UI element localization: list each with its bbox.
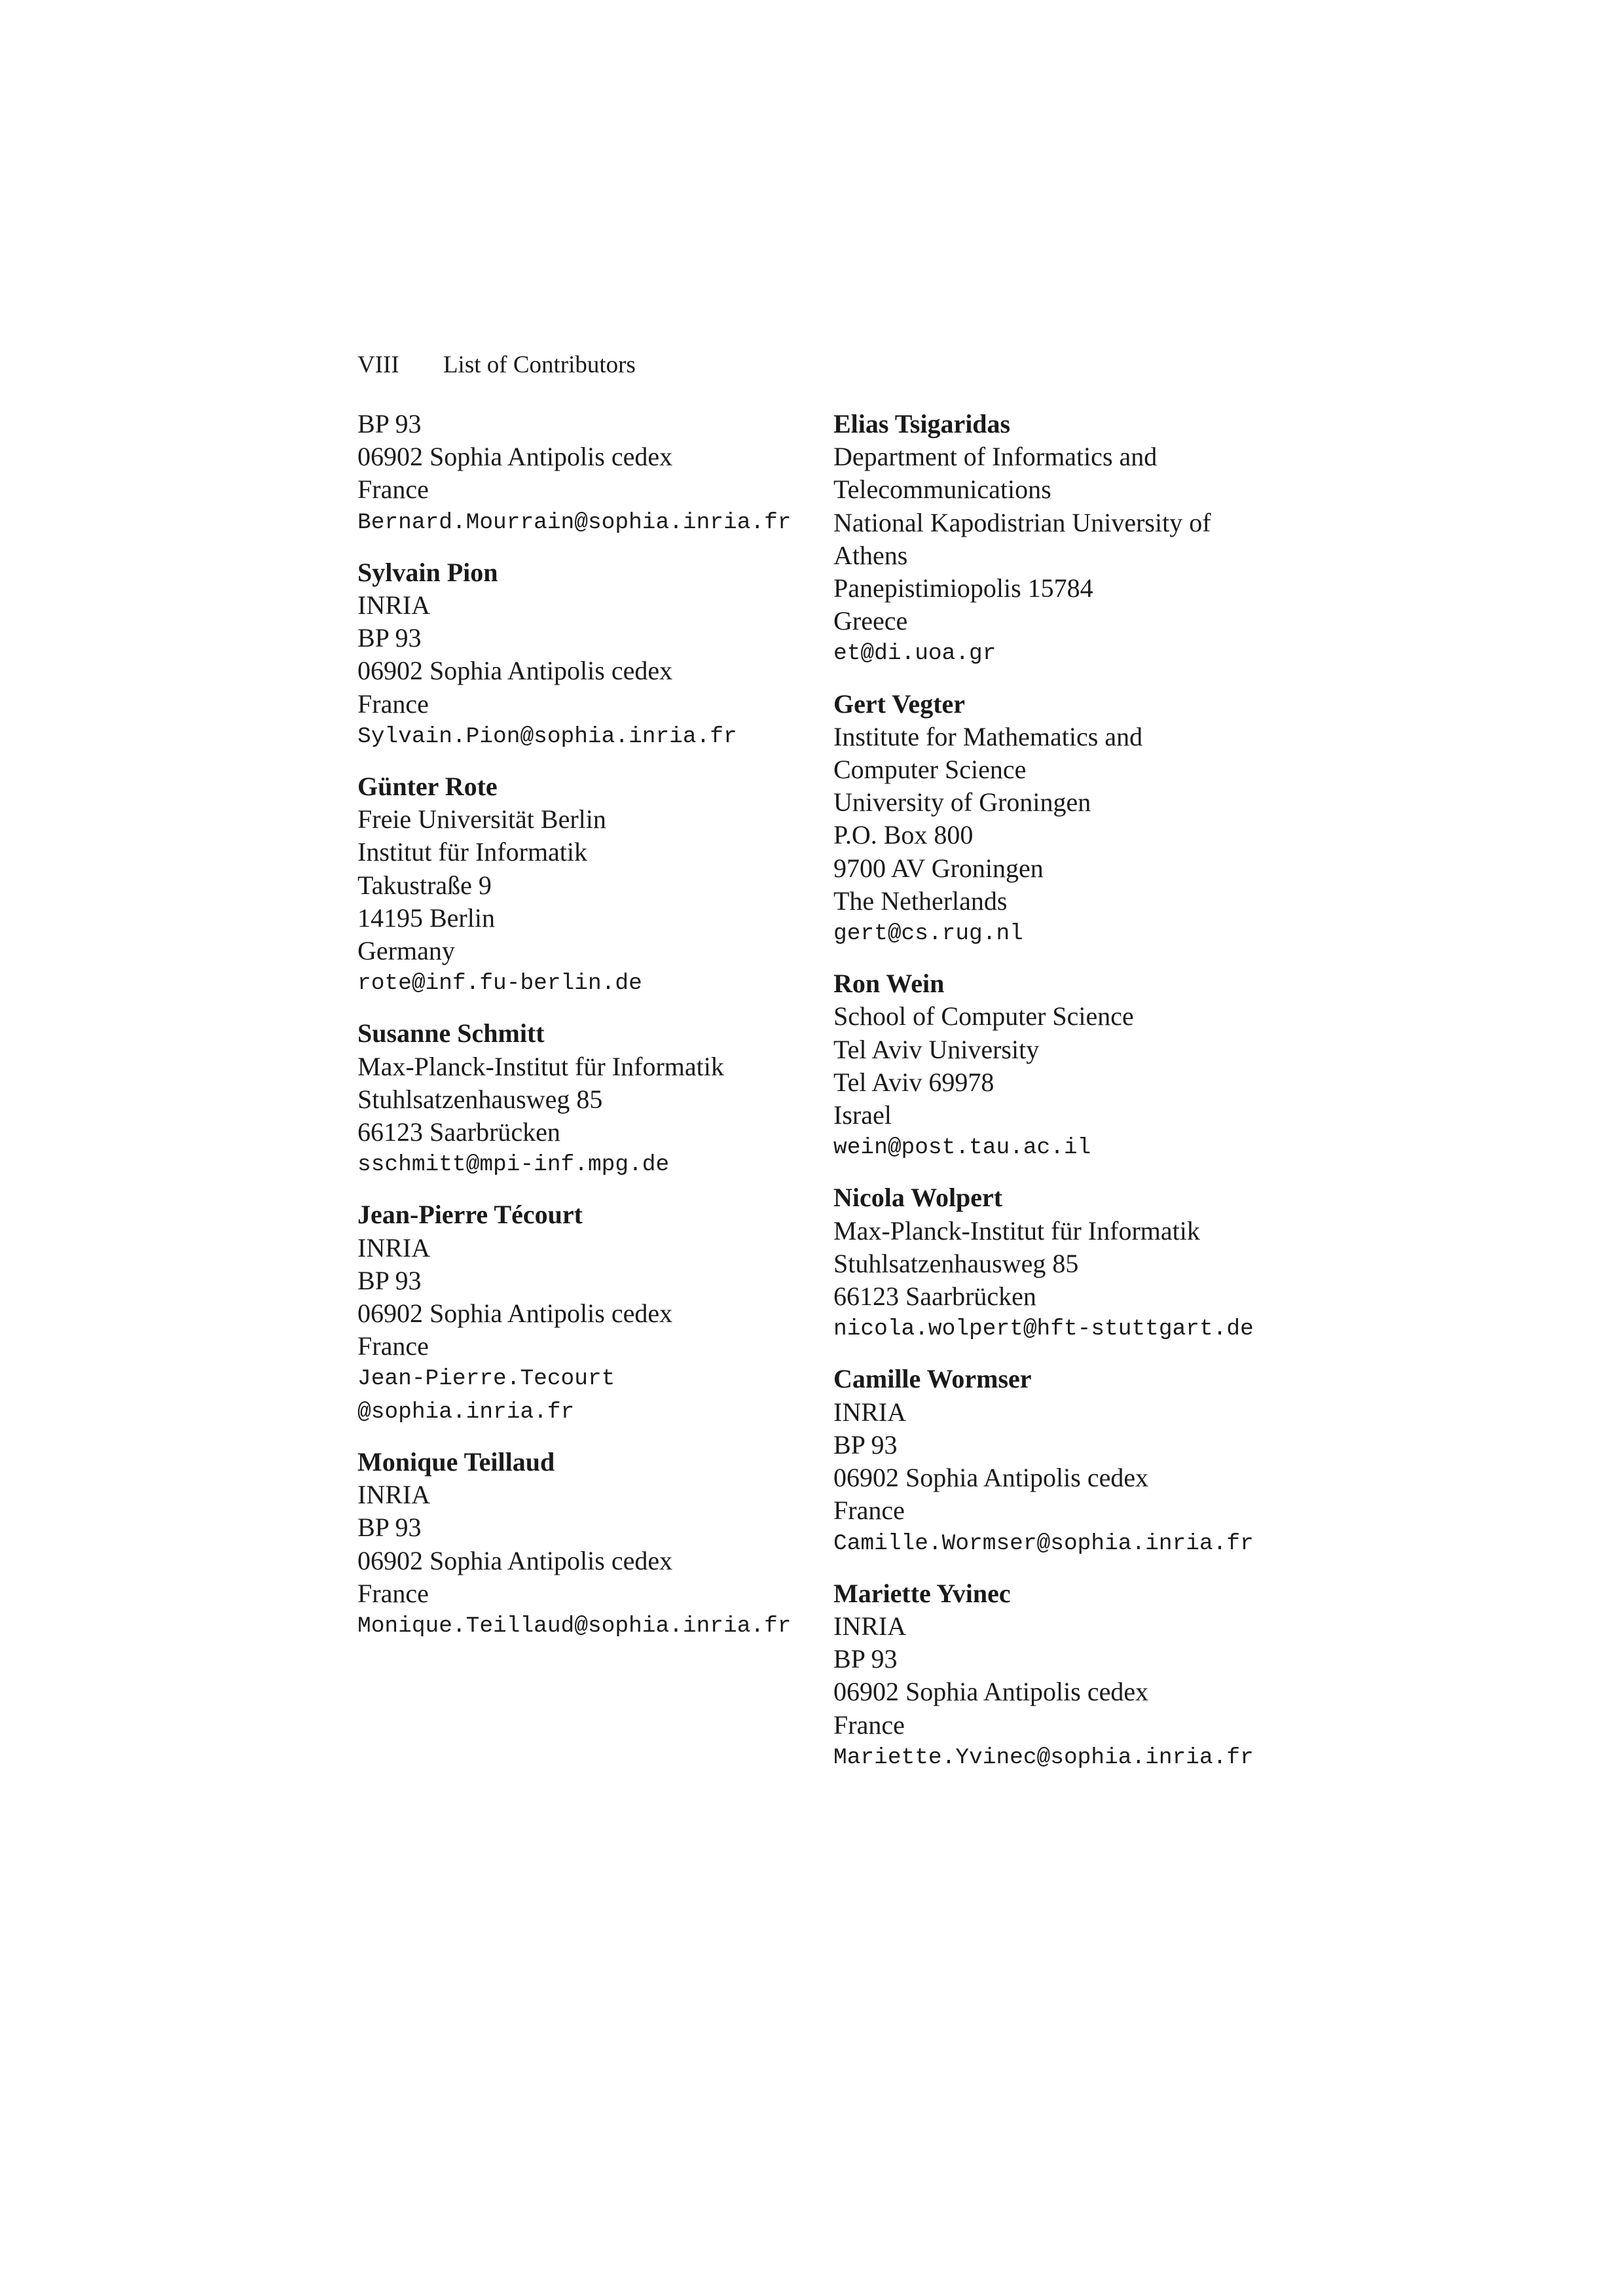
address-line: 06902 Sophia Antipolis cedex <box>833 1463 1149 1493</box>
address-line: Department of Informatics and <box>833 442 1158 472</box>
address-line: Max-Planck-Institut für Informatik <box>833 1215 1200 1246</box>
email-address: Jean-Pierre.Tecourt <box>357 1366 615 1392</box>
email-address: rote@inf.fu-berlin.de <box>357 971 642 997</box>
contributor-name: Günter Rote <box>357 772 498 802</box>
address-line: 14195 Berlin <box>357 903 495 933</box>
contributor-name: Susanne Schmitt <box>357 1018 545 1049</box>
address-line: Freie Universität Berlin <box>357 804 606 834</box>
address-line: France <box>833 1496 905 1526</box>
address-line: INRIA <box>833 1397 907 1427</box>
address-line: Telecommunications <box>833 475 1051 505</box>
address-line: P.O. Box 800 <box>833 820 974 850</box>
address-line: Tel Aviv 69978 <box>833 1067 994 1097</box>
email-address: Bernard.Mourrain@sophia.inria.fr <box>357 509 792 535</box>
contributor-entry <box>833 408 1305 671</box>
contributor-entry <box>833 688 1305 951</box>
address-line: INRIA <box>357 590 431 620</box>
contributors-left-column <box>357 408 829 1660</box>
contributor-name: Jean-Pierre Técourt <box>357 1200 583 1230</box>
email-address: @sophia.inria.fr <box>357 1399 575 1425</box>
contributor-entry <box>357 1198 829 1428</box>
contributor-entry <box>357 408 829 539</box>
address-line: Israel <box>833 1100 892 1130</box>
contributor-entry <box>833 1181 1305 1346</box>
contributor-entry <box>833 967 1305 1164</box>
address-line: Greece <box>833 606 908 636</box>
address-line: Tel Aviv University <box>833 1034 1040 1064</box>
contributors-right-column <box>833 408 1305 1791</box>
address-line: INRIA <box>357 1480 431 1510</box>
address-line: BP 93 <box>833 1429 898 1460</box>
contributor-name: Gert Vegter <box>833 689 966 719</box>
running-header <box>357 349 636 382</box>
header-title: List of Contributors <box>443 351 636 378</box>
email-address: nicola.wolpert@hft-stuttgart.de <box>833 1316 1254 1342</box>
address-line: School of Computer Science <box>833 1001 1134 1031</box>
address-line: BP 93 <box>357 623 422 653</box>
address-line: BP 93 <box>833 1644 898 1674</box>
address-line: 06902 Sophia Antipolis cedex <box>357 1545 673 1575</box>
address-line: National Kapodistrian University of <box>833 507 1211 537</box>
address-line: 66123 Saarbrücken <box>833 1282 1036 1312</box>
contributor-name: Nicola Wolpert <box>833 1183 1003 1213</box>
contributor-name: Monique Teillaud <box>357 1446 555 1477</box>
contributor-name: Mariette Yvinec <box>833 1578 1011 1608</box>
address-line: 06902 Sophia Antipolis cedex <box>357 656 673 686</box>
address-line: Germany <box>357 936 455 966</box>
address-line: Stuhlsatzenhausweg 85 <box>833 1248 1079 1278</box>
email-address: Sylvain.Pion@sophia.inria.fr <box>357 723 737 749</box>
email-address: Camille.Wormser@sophia.inria.fr <box>833 1530 1254 1556</box>
contributor-entry <box>357 1446 829 1643</box>
address-line: Max-Planck-Institut für Informatik <box>357 1051 724 1081</box>
address-line: France <box>357 1331 429 1361</box>
email-address: sschmitt@mpi-inf.mpg.de <box>357 1152 670 1178</box>
email-address: wein@post.tau.ac.il <box>833 1135 1091 1161</box>
address-line: 66123 Saarbrücken <box>357 1117 560 1147</box>
email-address: et@di.uoa.gr <box>833 641 996 667</box>
address-line: Panepistimiopolis 15784 <box>833 573 1093 603</box>
address-line: University of Groningen <box>833 787 1091 817</box>
contributor-entry <box>357 770 829 1000</box>
address-line: Computer Science <box>833 755 1027 785</box>
address-line: INRIA <box>357 1232 431 1263</box>
address-line: 9700 AV Groningen <box>833 853 1044 883</box>
contributor-name: Elias Tsigaridas <box>833 409 1011 439</box>
address-line: BP 93 <box>357 1265 422 1295</box>
address-line: France <box>357 689 429 719</box>
email-address: gert@cs.rug.nl <box>833 921 1023 947</box>
page-number: VIII <box>357 351 399 378</box>
address-line: Athens <box>833 540 908 570</box>
email-address: Mariette.Yvinec@sophia.inria.fr <box>833 1744 1254 1770</box>
email-address: Monique.Teillaud@sophia.inria.fr <box>357 1613 792 1639</box>
contributor-entry <box>833 1577 1305 1774</box>
contributor-entry <box>833 1363 1305 1560</box>
address-line: Takustraße 9 <box>357 870 492 900</box>
address-line: Institute for Mathematics and <box>833 721 1143 751</box>
address-line: Stuhlsatzenhausweg 85 <box>357 1084 603 1114</box>
address-line: 06902 Sophia Antipolis cedex <box>833 1677 1149 1707</box>
contributor-entry <box>357 556 829 753</box>
address-line: BP 93 <box>357 409 422 439</box>
contributor-name: Ron Wein <box>833 969 945 999</box>
address-line: France <box>357 1578 429 1608</box>
address-line: 06902 Sophia Antipolis cedex <box>357 1299 673 1329</box>
contributor-entry <box>357 1017 829 1181</box>
address-line: France <box>833 1710 905 1740</box>
contributor-name: Sylvain Pion <box>357 557 498 587</box>
contributor-name: Camille Wormser <box>833 1364 1032 1394</box>
address-line: 06902 Sophia Antipolis cedex <box>357 442 673 472</box>
address-line: Institut für Informatik <box>357 837 588 867</box>
address-line: France <box>357 475 429 505</box>
address-line: The Netherlands <box>833 886 1008 916</box>
address-line: INRIA <box>833 1611 907 1641</box>
address-line: BP 93 <box>357 1513 422 1543</box>
